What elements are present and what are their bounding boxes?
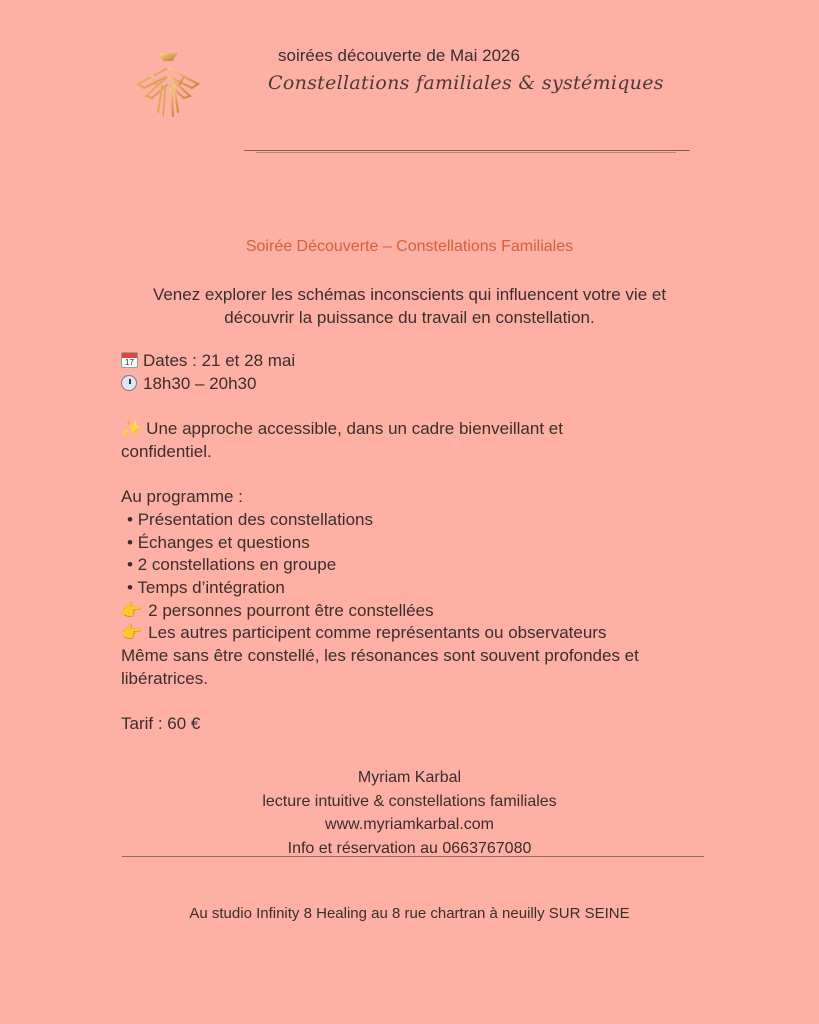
- event-intro: [100, 283, 719, 329]
- list-item: • Échanges et questions: [127, 532, 310, 552]
- spacer: [121, 395, 711, 418]
- programme-item: 2 constellations en groupe: [137, 555, 337, 575]
- contact-phone[interactable]: Info et réservation au 0663767080: [287, 839, 532, 857]
- programme-item: Temps d’intégration: [137, 578, 285, 597]
- clock-icon: [121, 375, 137, 391]
- spacer: [121, 464, 711, 487]
- website-link[interactable]: www.myriamkarbal.com: [325, 816, 494, 833]
- header-subtitle: Constellations familiales & systémiques: [268, 72, 664, 94]
- organizer-role: lecture intuitive & constellations familiales: [262, 792, 557, 810]
- list-item: • Temps d’intégration: [127, 578, 285, 597]
- event-title: Soirée Découverte – Constellations Familiales: [245, 238, 574, 255]
- header-title: soirées découverte de Mai 2026: [278, 46, 520, 65]
- approach-line-cont: confidentiel.: [121, 441, 212, 461]
- intro-line: Venez explorer les schémas inconscients qui influencent votre vie et: [152, 285, 667, 304]
- approach-text: Une approche accessible, dans un cadre bienveillant et: [146, 419, 563, 439]
- golden-phoenix-logo-icon: [132, 46, 204, 122]
- note-line: [121, 600, 711, 623]
- programme-heading: Au programme :: [121, 487, 243, 507]
- header-divider-inner: [256, 152, 676, 153]
- header-divider: [244, 150, 690, 151]
- intro-line: découvrir la puissance du travail en constellation.: [224, 308, 595, 327]
- note-text: 2 personnes pourront être constellées: [148, 600, 434, 620]
- sparkles-icon: ✨: [121, 419, 143, 439]
- contact-footer: [0, 766, 819, 860]
- time-line: [121, 373, 711, 396]
- note-line: [121, 622, 711, 645]
- dates-text: Dates : 21 et 28 mai: [143, 351, 296, 370]
- note-text: Les autres participent comme représentants ou observateurs: [148, 623, 607, 643]
- organizer-name: Myriam Karbal: [357, 769, 462, 786]
- resonance-line-cont: libératrices.: [121, 668, 208, 688]
- calendar-icon: 17: [121, 352, 138, 368]
- dates-line: [121, 350, 711, 373]
- time-text: 18h30 – 20h30: [143, 373, 257, 393]
- event-details: [121, 350, 711, 736]
- pointing-hand-icon: 👉: [121, 600, 143, 620]
- programme-item: Échanges et questions: [137, 532, 310, 552]
- approach-line: [121, 418, 711, 441]
- list-item: • 2 constellations en groupe: [127, 555, 337, 575]
- spacer: [121, 691, 711, 714]
- resonance-line: Même sans être constellé, les résonances sont souvent profondes et: [121, 646, 639, 666]
- price-text: Tarif : 60 €: [121, 714, 201, 734]
- list-item: • Présentation des constellations: [127, 509, 373, 529]
- pointing-hand-icon: 👉: [121, 623, 143, 643]
- footer-divider: [122, 856, 704, 857]
- programme-item: Présentation des constellations: [137, 509, 373, 529]
- venue-address: Au studio Infinity 8 Healing au 8 rue chartran à neuilly SUR SEINE: [189, 905, 630, 922]
